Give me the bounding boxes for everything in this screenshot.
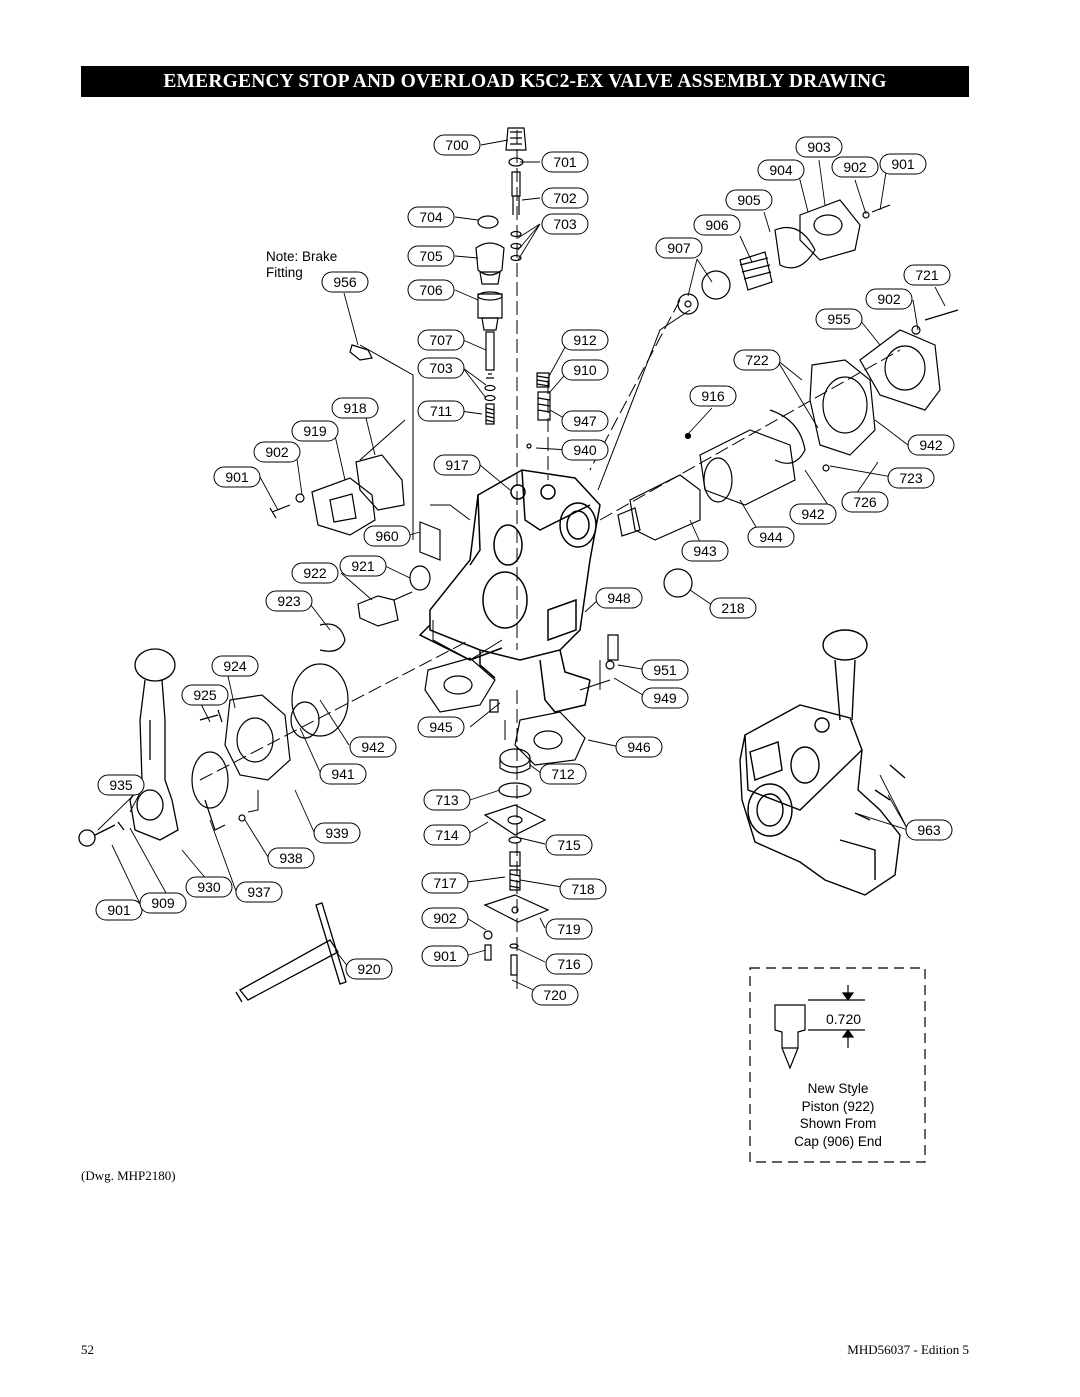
assembled-valve-view [740, 630, 905, 895]
callout-901c [880, 154, 926, 174]
svg-text:951: 951 [653, 662, 677, 678]
svg-text:918: 918 [343, 400, 367, 416]
inset-caption-line-3: Shown From [799, 1116, 877, 1131]
callout-719 [546, 919, 592, 939]
svg-text:937: 937 [247, 884, 271, 900]
callout-703 [542, 214, 588, 234]
valve-body [420, 470, 600, 712]
svg-text:901: 901 [891, 156, 915, 172]
svg-text:941: 941 [331, 766, 355, 782]
svg-text:901: 901 [107, 902, 131, 918]
svg-text:723: 723 [899, 470, 923, 486]
svg-text:701: 701 [553, 154, 577, 170]
svg-text:726: 726 [853, 494, 877, 510]
callout-949 [642, 688, 688, 708]
callout-921 [340, 556, 386, 576]
callout-917 [434, 455, 480, 475]
callout-723 [888, 468, 934, 488]
svg-text:904: 904 [769, 162, 793, 178]
callout-707 [418, 330, 464, 350]
svg-text:923: 923 [277, 593, 301, 609]
svg-text:925: 925 [193, 687, 217, 703]
svg-text:902: 902 [843, 159, 867, 175]
callout-937 [236, 882, 282, 902]
svg-text:715: 715 [557, 837, 581, 853]
svg-text:930: 930 [197, 879, 221, 895]
left-cover-parts [192, 455, 440, 830]
svg-text:942: 942 [801, 506, 825, 522]
callout-922 [292, 563, 338, 583]
callout-714 [424, 825, 470, 845]
callout-907 [656, 238, 702, 258]
callout-716 [546, 954, 592, 974]
svg-text:722: 722 [745, 352, 769, 368]
callout-901b [96, 900, 142, 920]
callout-955 [816, 309, 862, 329]
svg-text:721: 721 [915, 267, 939, 283]
svg-text:943: 943 [693, 543, 717, 559]
callout-718 [560, 879, 606, 899]
svg-text:910: 910 [573, 362, 597, 378]
callout-925 [182, 685, 228, 705]
svg-text:916: 916 [701, 388, 725, 404]
callout-712 [540, 764, 586, 784]
callout-948 [596, 588, 642, 608]
svg-text:901: 901 [225, 469, 249, 485]
svg-text:922: 922 [303, 565, 327, 581]
callout-910 [562, 360, 608, 380]
svg-text:944: 944 [759, 529, 783, 545]
t-wrench [236, 903, 346, 1002]
callout-720 [532, 985, 578, 1005]
callout-944 [748, 527, 794, 547]
svg-text:707: 707 [429, 332, 453, 348]
handle-assembly [79, 649, 178, 846]
svg-text:718: 718 [571, 881, 595, 897]
callouts [96, 135, 954, 1005]
svg-text:905: 905 [737, 192, 761, 208]
callout-905 [726, 190, 772, 210]
callout-947 [562, 411, 608, 431]
callout-715 [546, 835, 592, 855]
svg-text:907: 907 [667, 240, 691, 256]
svg-text:960: 960 [375, 528, 399, 544]
inset-caption-line-2: Piston (922) [801, 1098, 875, 1114]
callout-920 [346, 959, 392, 979]
callout-938 [268, 848, 314, 868]
callout-722 [734, 350, 780, 370]
inset-caption-line-1: New Style [807, 1081, 869, 1096]
svg-text:963: 963 [917, 822, 941, 838]
note-line-1: Note: Brake [266, 249, 338, 264]
brake-fitting [350, 345, 372, 360]
svg-text:901: 901 [433, 948, 457, 964]
callout-945 [418, 717, 464, 737]
callout-941 [320, 764, 366, 784]
leader-lines [98, 140, 945, 993]
callout-717 [422, 873, 468, 893]
inset-caption-line-4: Cap (906) End [794, 1133, 882, 1149]
svg-text:948: 948 [607, 590, 631, 606]
callout-702 [542, 188, 588, 208]
small-valve-parts [527, 373, 550, 448]
svg-text:703: 703 [553, 216, 577, 232]
svg-text:705: 705 [419, 248, 443, 264]
callout-924 [212, 656, 258, 676]
callout-902b [832, 157, 878, 177]
svg-text:902: 902 [265, 444, 289, 460]
svg-text:919: 919 [303, 423, 327, 439]
callout-902d [422, 908, 468, 928]
callout-901a [214, 467, 260, 487]
svg-text:702: 702 [553, 190, 577, 206]
callout-713 [424, 790, 470, 810]
callout-701 [542, 152, 588, 172]
callout-704 [408, 207, 454, 227]
svg-text:935: 935 [109, 777, 133, 793]
svg-text:720: 720 [543, 987, 567, 1003]
document-edition: MHD56037 - Edition 5 [847, 1342, 969, 1357]
svg-text:716: 716 [557, 956, 581, 972]
valve-stack-parts [476, 128, 526, 424]
callout-942a [350, 737, 396, 757]
svg-text:713: 713 [435, 792, 459, 808]
callout-951 [642, 660, 688, 680]
drawing-number: (Dwg. MHP2180) [81, 1168, 176, 1183]
svg-text:945: 945 [429, 719, 453, 735]
svg-text:912: 912 [573, 332, 597, 348]
callout-903 [796, 137, 842, 157]
svg-text:719: 719 [557, 921, 581, 937]
callout-963 [906, 820, 952, 840]
inset-dimension: 0.720 [826, 1011, 862, 1027]
drawing-title: EMERGENCY STOP AND OVERLOAD K5C2-EX VALVE ASSEMBLY DRAWING [81, 66, 969, 97]
callout-930 [186, 877, 232, 897]
note-line-2: Fitting [266, 265, 303, 280]
svg-text:902: 902 [433, 910, 457, 926]
svg-text:714: 714 [435, 827, 459, 843]
callout-706 [408, 280, 454, 300]
callout-902c [866, 289, 912, 309]
callout-902a [254, 442, 300, 462]
svg-text:703: 703 [429, 360, 453, 376]
svg-text:924: 924 [223, 658, 247, 674]
svg-text:704: 704 [419, 209, 443, 225]
svg-text:920: 920 [357, 961, 381, 977]
svg-text:712: 712 [551, 766, 575, 782]
svg-text:947: 947 [573, 413, 597, 429]
callout-711 [418, 401, 464, 421]
callout-923 [266, 591, 312, 611]
callout-916 [690, 386, 736, 406]
svg-text:700: 700 [445, 137, 469, 153]
callout-218 [710, 598, 756, 618]
svg-text:956: 956 [333, 274, 357, 290]
callout-909 [140, 893, 186, 913]
callout-942c [790, 504, 836, 524]
svg-text:938: 938 [279, 850, 303, 866]
callout-942b [908, 435, 954, 455]
svg-text:955: 955 [827, 311, 851, 327]
callout-700 [434, 135, 480, 155]
page-number: 52 [81, 1342, 94, 1357]
callout-901d [422, 946, 468, 966]
svg-text:717: 717 [433, 875, 457, 891]
svg-text:946: 946 [627, 739, 651, 755]
svg-text:902: 902 [877, 291, 901, 307]
svg-text:942: 942 [361, 739, 385, 755]
callout-935 [98, 775, 144, 795]
callout-721 [904, 265, 950, 285]
svg-text:917: 917 [445, 457, 469, 473]
svg-text:909: 909 [151, 895, 175, 911]
svg-text:903: 903 [807, 139, 831, 155]
svg-text:942: 942 [919, 437, 943, 453]
svg-text:949: 949 [653, 690, 677, 706]
callout-703b [418, 358, 464, 378]
svg-text:940: 940 [573, 442, 597, 458]
callout-940 [562, 440, 608, 460]
callout-960 [364, 526, 410, 546]
callout-946 [616, 737, 662, 757]
callout-705 [408, 246, 454, 266]
svg-text:218: 218 [721, 600, 745, 616]
svg-text:906: 906 [705, 217, 729, 233]
callout-919 [292, 421, 338, 441]
callout-939 [314, 823, 360, 843]
svg-text:939: 939 [325, 825, 349, 841]
brake-fitting-note [266, 249, 337, 281]
callout-943 [682, 541, 728, 561]
callout-906 [694, 215, 740, 235]
svg-text:921: 921 [351, 558, 375, 574]
callout-904 [758, 160, 804, 180]
callout-726 [842, 492, 888, 512]
svg-text:711: 711 [429, 403, 453, 419]
callout-912 [562, 330, 608, 350]
svg-text:706: 706 [419, 282, 443, 298]
inset-caption [752, 1080, 924, 1150]
callout-918 [332, 398, 378, 418]
